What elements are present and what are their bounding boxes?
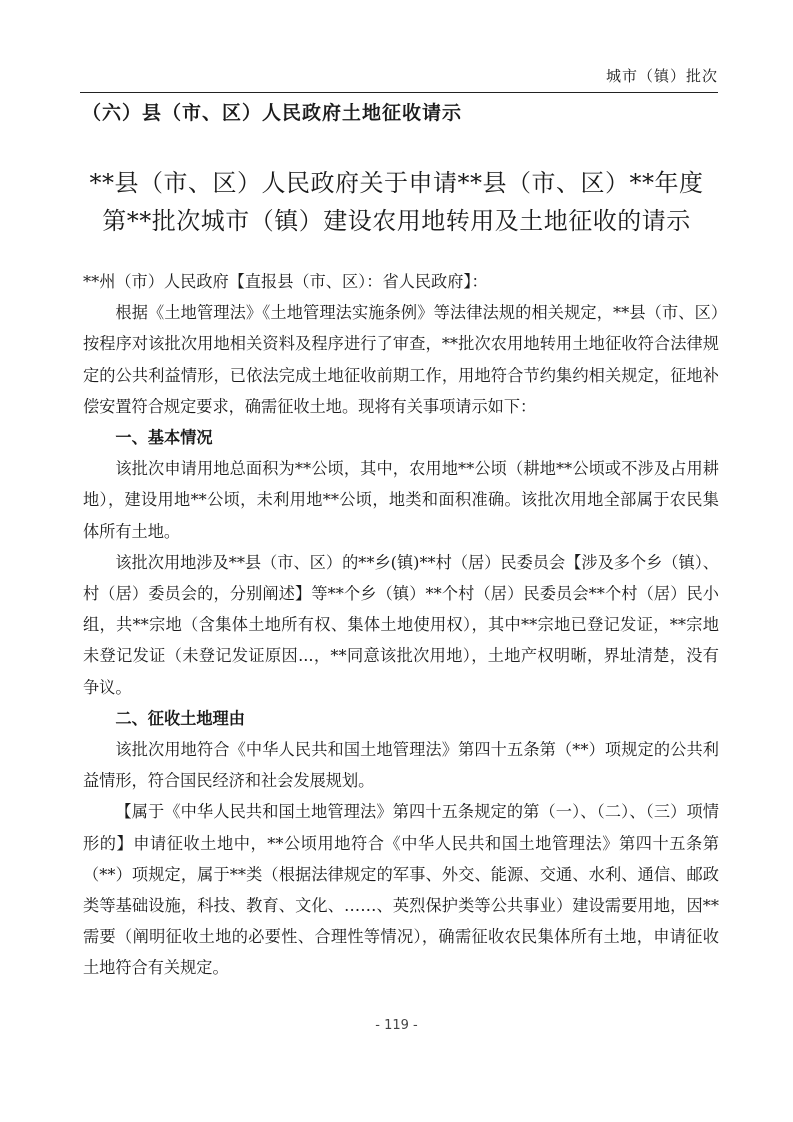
section-1-paragraph-2: 该批次用地涉及**县（市、区）的**乡(镇)**村（居）民委员会【涉及多个乡（镇）、村（居）委员会的，分别阐述】等**个乡（镇）**个村（居）民委员会**个村（居）民小组，共**宗地（含集体土地所有权、集体土地使用权），其中**宗地已登记发证，**宗地未登记发证（未登记发证原因...，**同意该批次用地），土地产权明晰，界址清楚，没有争议。 [83, 552, 719, 697]
section-1-paragraph-1: 该批次申请用地总面积为**公顷，其中，农用地**公顷（耕地**公顷或不涉及占用耕地），建设用地**公顷，未利用地**公顷，地类和面积准确。该批次用地全部属于农民集体所有土地。 [83, 459, 719, 541]
section-label: （六）县（市、区）人民政府土地征收请示 [82, 102, 463, 124]
section-1-heading: 一、基本情况 [115, 428, 213, 448]
section-2-paragraph-2: 【属于《中华人民共和国土地管理法》第四十五条规定的第（一）、（二）、（三）项情形的】申请征收土地中，**公顷用地符合《中华人民共和国土地管理法》第四十五条第（**）项规定，属于**类（根据法律规定的军事、外交、能源、交通、水利、通信、邮政类等基础设施，科技、教育、文化、……、英烈保护类等公共事业）建设需要用地，因**需要（阐明征收土地的必要性、合理性等情况），确需征收农民集体所有土地，申请征收土地符合有关规定。 [83, 802, 719, 978]
document-title-line-1: **县（市、区）人民政府关于申请**县（市、区）**年度 [89, 169, 704, 197]
document-title-line-2: 第**批次城市（镇）建设农用地转用及土地征收的请示 [102, 207, 691, 235]
running-header [80, 66, 718, 93]
document-title [60, 164, 733, 240]
section-2-paragraph-1: 该批次用地符合《中华人民共和国土地管理法》第四十五条第（**）项规定的公共利益情形，符合国民经济和社会发展规划。 [83, 740, 719, 791]
running-header-title: 城市（镇）批次 [605, 67, 718, 85]
salutation: **州（市）人民政府【直报县（市、区）：省人民政府】： [83, 272, 488, 291]
page-number: - 119 - [375, 1018, 418, 1033]
section-2-heading: 二、征收土地理由 [115, 708, 245, 728]
document-body [83, 266, 719, 984]
intro-paragraph: 根据《土地管理法》《土地管理法实施条例》等法律法规的相关规定，**县（市、区）按程序对该批次用地相关资料及程序进行了审查，**批次农用地转用土地征收符合法律规定的公共利益情形，已依法完成土地征收前期工作，用地符合节约集约相关规定，征地补偿安置符合规定要求，确需征收土地。现将有关事项请示如下： [83, 303, 719, 416]
